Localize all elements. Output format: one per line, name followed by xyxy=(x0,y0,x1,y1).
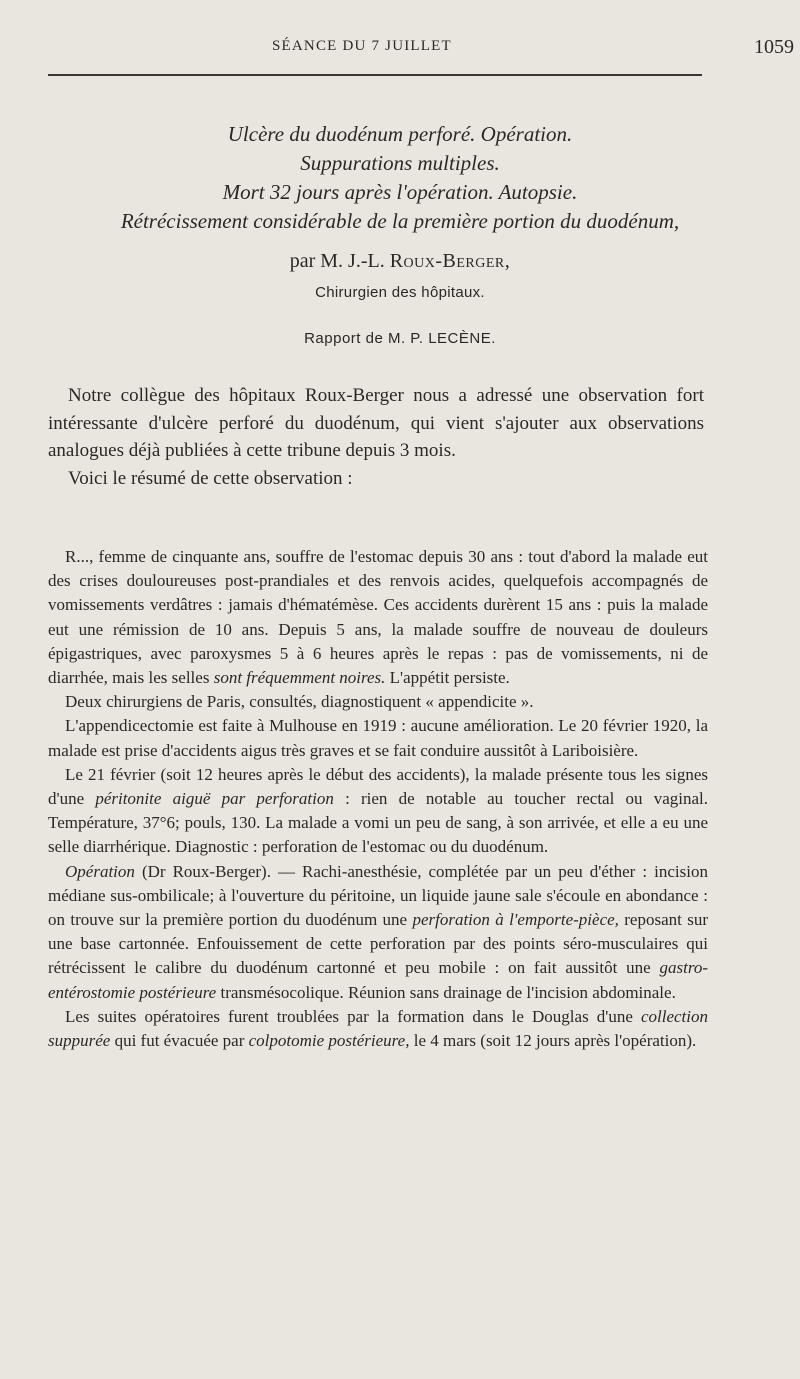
header-rule xyxy=(48,74,702,76)
intro-section xyxy=(48,382,704,492)
obs-p5-emphasis-2: perforation à l'emporte-pièce, xyxy=(412,910,619,930)
obs-p4-emphasis: péritonite aiguë par perforation xyxy=(95,789,334,809)
obs-p6-text-b: qui fut évacuée par xyxy=(110,1031,249,1051)
author-name: Roux-Berger, xyxy=(389,250,511,272)
running-header xyxy=(0,38,800,62)
obs-p1-text-a: R..., femme de cinquante ans, souffre de l'estomac depuis 30 ans : tout d'abord la malade eut des crises douloureuses post-prandiales et des renvois acides, quelquefois accompagnés de vomissements verdâtres : jamais d'hématémèse. Ces accidents durèrent 15 ans : puis la malade eut une rémission de 10 ans. Depuis 5 ans, la malade souffre de nouveau de douleurs épigastriques, avec paroxysmes 5 à 6 heures après le repas : pas de vomissements, ni de diarrhée, mais les selles xyxy=(48,547,708,688)
title-line-4: Rétrécissement considérable de la première portion du duodénum, xyxy=(120,209,680,233)
obs-p6-emphasis-1: collection suppurée xyxy=(48,1006,708,1051)
title-line-2: Suppurations multiples. xyxy=(300,151,500,175)
observation-paragraph-3: L'appendicectomie est faite à Mulhouse en 1919 : aucune amélioration. Le 20 février 1920, la malade est prise d'accidents aigus très graves et se fait conduire aussitôt à Lariboisière. xyxy=(48,716,708,760)
obs-p5-text-b: reposant sur une base cartonnée. Enfouissement de cette perforation par des points séro-musculaires qui rétrécissent le calibre du duodénum cartonné et peu mobile : on fait aussitôt une xyxy=(48,910,708,978)
obs-p4-text-a: Le 21 février (soit 12 heures après le début des accidents), la malade présente tous les signes d'une xyxy=(48,764,708,809)
rapport-line: Rapport de M. P. LECÈNE. xyxy=(304,330,496,347)
observation-paragraph-4 xyxy=(48,763,708,860)
author-affiliation: Chirurgien des hôpitaux. xyxy=(315,284,485,301)
running-title: SÉANCE DU 7 JUILLET xyxy=(272,38,452,54)
observation-paragraph-6 xyxy=(48,1005,708,1053)
byline-prefix: par M. J.-L. xyxy=(289,250,390,272)
obs-p1-text-b: L'appétit persiste. xyxy=(385,668,510,688)
title-line-1: Ulcère du duodénum perforé. Opération. xyxy=(227,122,573,146)
intro-paragraph-1: Notre collègue des hôpitaux Roux-Berger nous a adressé une observation fort intéressante d'ulcère perforé du duodénum, qui vient s'ajouter aux observations analogues déjà publiées à cette tribune depuis 3 mois. xyxy=(48,385,704,461)
observation-section xyxy=(48,545,708,1053)
observation-paragraph-5 xyxy=(48,860,708,1005)
article-title xyxy=(0,120,800,236)
title-line-3: Mort 32 jours après l'opération. Autopsie. xyxy=(222,180,578,204)
observation-paragraph-2: Deux chirurgiens de Paris, consultés, diagnostiquent « appendicite ». xyxy=(65,692,534,712)
observation-paragraph-1 xyxy=(48,545,708,690)
obs-p6-text-c: le 4 mars (soit 12 jours après l'opération). xyxy=(409,1031,697,1051)
obs-p5-text-c: transmésocolique. Réunion sans drainage de l'incision abdominale. xyxy=(216,982,676,1002)
page-number: 1059 xyxy=(754,36,794,58)
obs-p5-text-a: (Dr Roux-Berger). — Rachi-anesthésie, complétée par un peu d'éther : incision médiane sus-ombilicale; à l'ouverture du péritoine, un liquide jaune sale s'écoule en abondance : on trouve sur la première portion du duodénum une xyxy=(48,861,708,930)
obs-p5-emphasis-3: gastro-entérostomie postérieure xyxy=(48,958,708,1002)
byline xyxy=(0,250,800,273)
intro-paragraph-2: Voici le résumé de cette observation : xyxy=(68,467,353,489)
obs-p4-text-b: : rien de notable au toucher rectal ou vaginal. Température, 37°6; pouls, 130. La malade a vomi un peu de sang, à son arrivée, et elle a eu une selle diarrhérique. Diagnostic : perforation de l'estomac ou du duodénum. xyxy=(48,789,709,857)
obs-p5-emphasis-1: Opération xyxy=(65,861,135,881)
obs-p6-emphasis-2: colpotomie postérieure, xyxy=(248,1031,410,1051)
obs-p6-text-a: Les suites opératoires furent troublées par la formation dans le Douglas d'une xyxy=(65,1006,641,1026)
obs-p1-emphasis: sont fréquemment noires. xyxy=(213,668,386,688)
